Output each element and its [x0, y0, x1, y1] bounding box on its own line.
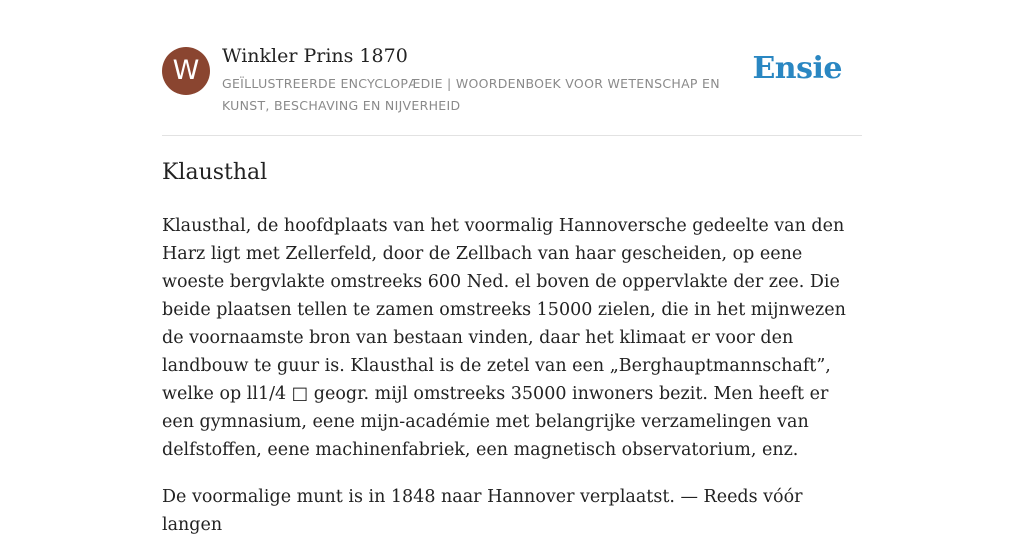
article-paragraph: Klausthal, de hoofdplaats van het voormalig Hannoversche gedeelte van den Harz ligt met Zellerfeld, door de Zellbach van haar gescheiden, op eene woeste bergvlakte omstreeks 600 Ned. el boven de oppervlakte der zee. Die beide plaatsen tellen te zamen omstreeks 15000 zielen, die in het mijnwezen de voornaamste bron van bestaan vinden, daar het klimaat er voor den landbouw te guur is. Klausthal is de zetel van een „Berghauptmannschaft”, welke op ll1/4 □ geogr. mijl omstreeks 35000 inwoners bezit. Men heeft er een gymnasium, eene mijn-académie met belangrijke verzamelingen van delfstoffen, eene machinenfabriek, een magnetisch observatorium, enz. — [162, 216, 846, 460]
source-title-link[interactable]: Winkler Prins 1870 — [222, 45, 408, 67]
article-body — [162, 212, 862, 558]
article-title: Klausthal — [162, 160, 268, 185]
source-subtitle: GEÏLLUSTREERDE ENCYCLOPÆDIE | WOORDENBOEK VOOR WETENSCHAP EN KUNST, BESCHAVING EN NIJVERHEID — [222, 76, 720, 113]
ensie-logo[interactable]: Ensie — [752, 51, 842, 86]
page-container — [162, 0, 862, 535]
source-avatar[interactable]: W — [162, 47, 210, 95]
article-paragraph: De voormalige munt is in 1848 naar Hannover verplaatst. — Reeds vóór langen — [162, 487, 803, 535]
source-header — [162, 0, 862, 136]
